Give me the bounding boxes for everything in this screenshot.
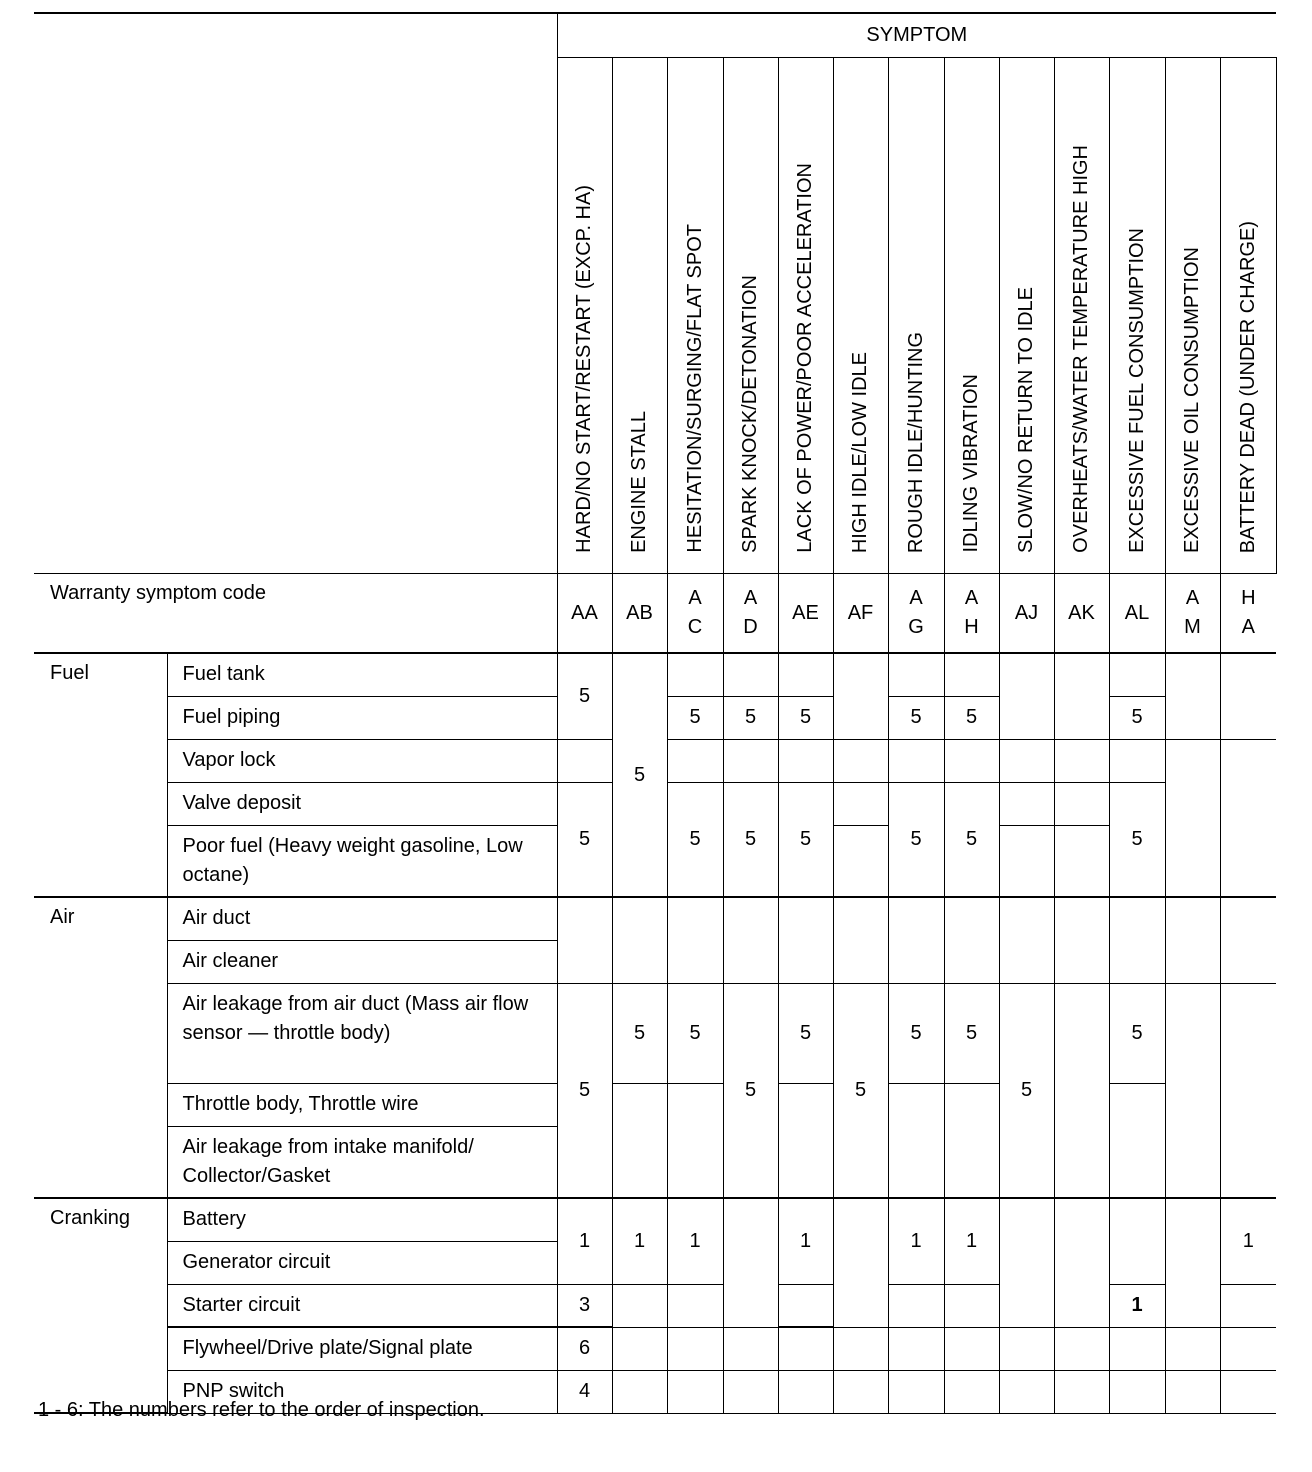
- value-cell: [1109, 1327, 1165, 1370]
- value-cell: [1165, 1370, 1220, 1413]
- symptom-col-header: SLOW/NO RETURN TO IDLE: [999, 58, 1054, 574]
- value-cell: [1054, 782, 1109, 825]
- warranty-code: AF: [833, 574, 888, 654]
- value-cell: [1220, 653, 1276, 739]
- value-cell: [778, 1327, 833, 1370]
- item-label: PNP switch: [167, 1370, 557, 1413]
- value-cell: [1220, 983, 1276, 1198]
- value-cell: [1165, 739, 1220, 897]
- value-cell: [723, 1327, 778, 1370]
- warranty-code: AE: [778, 574, 833, 654]
- value-cell: [778, 897, 833, 983]
- value-cell: [1220, 1370, 1276, 1413]
- symptom-col-header: ENGINE STALL: [612, 58, 667, 574]
- warranty-code: A H: [944, 574, 999, 654]
- item-label: Vapor lock: [167, 739, 557, 782]
- value-cell: [944, 897, 999, 983]
- value-cell: [833, 1327, 888, 1370]
- value-cell: 1: [612, 1198, 667, 1284]
- item-label: Starter circuit: [167, 1284, 557, 1327]
- value-cell: [667, 1284, 723, 1327]
- value-cell: [1109, 1370, 1165, 1413]
- value-cell: [888, 1284, 944, 1327]
- value-cell: 5: [888, 983, 944, 1083]
- value-cell: 5: [557, 653, 612, 739]
- warranty-code: AL: [1109, 574, 1165, 654]
- symptom-col-header: HIGH IDLE/LOW IDLE: [833, 58, 888, 574]
- value-cell: 5: [778, 782, 833, 897]
- value-cell: 1: [557, 1198, 612, 1284]
- table-row: [34, 1198, 1276, 1241]
- value-cell: [1054, 825, 1109, 897]
- value-cell: [1165, 1198, 1220, 1327]
- value-cell: 5: [1109, 983, 1165, 1083]
- warranty-code: H A: [1220, 574, 1276, 654]
- value-cell: [778, 1083, 833, 1198]
- value-cell: [999, 653, 1054, 739]
- value-cell: [999, 1370, 1054, 1413]
- value-cell: [1165, 983, 1220, 1198]
- value-cell: 5: [612, 983, 667, 1083]
- value-cell: [1220, 1327, 1276, 1370]
- value-cell: 5: [999, 983, 1054, 1198]
- value-cell: [1109, 653, 1165, 696]
- item-label: Air duct: [167, 897, 557, 940]
- value-cell: [1109, 897, 1165, 983]
- value-cell: [944, 1284, 999, 1327]
- value-cell: 5: [723, 696, 778, 739]
- value-cell: 5: [667, 696, 723, 739]
- warranty-code: AB: [612, 574, 667, 654]
- value-cell: 5: [888, 782, 944, 897]
- value-cell: [833, 653, 888, 739]
- value-cell: [1109, 1083, 1165, 1198]
- value-cell: [999, 825, 1054, 897]
- value-cell: [833, 1370, 888, 1413]
- item-label: Generator circuit: [167, 1241, 557, 1284]
- category-cranking: Cranking: [34, 1198, 167, 1413]
- symptom-col-header: SPARK KNOCK/DETONATION: [723, 58, 778, 574]
- value-cell: [612, 897, 667, 983]
- item-label: Poor fuel (Heavy weight gasoline, Low octane): [167, 825, 557, 897]
- value-cell: [999, 1327, 1054, 1370]
- value-cell: [944, 739, 999, 782]
- table-row: [34, 1327, 1276, 1370]
- symptom-col-header: OVERHEATS/WATER TEMPERATURE HIGH: [1054, 58, 1109, 574]
- value-cell: 5: [723, 782, 778, 897]
- value-cell: 1: [778, 1198, 833, 1284]
- value-cell: 5: [667, 782, 723, 897]
- value-cell: [999, 782, 1054, 825]
- value-cell: [612, 1370, 667, 1413]
- value-cell: [1054, 1370, 1109, 1413]
- header-corner: [34, 13, 557, 574]
- value-cell: [833, 782, 888, 825]
- value-cell: 5: [944, 782, 999, 897]
- value-cell: [1220, 1284, 1276, 1327]
- value-cell: [944, 1327, 999, 1370]
- symptom-matrix-table: [34, 12, 1277, 1414]
- value-cell: 5: [557, 983, 612, 1198]
- value-cell: [612, 1083, 667, 1198]
- value-cell: 5: [612, 653, 667, 897]
- value-cell: [888, 1370, 944, 1413]
- value-cell: [667, 739, 723, 782]
- value-cell: [723, 897, 778, 983]
- value-cell: 5: [723, 983, 778, 1198]
- value-cell: [778, 1284, 833, 1327]
- symptom-col-header: BATTERY DEAD (UNDER CHARGE): [1220, 58, 1276, 574]
- value-cell: [667, 653, 723, 696]
- value-cell: [833, 825, 888, 897]
- value-cell: 5: [1109, 782, 1165, 897]
- value-cell: [667, 897, 723, 983]
- value-cell: [833, 1198, 888, 1327]
- value-cell: [557, 897, 612, 983]
- category-air: Air: [34, 897, 167, 1198]
- value-cell: [999, 897, 1054, 983]
- footnote: 1 - 6: The numbers refer to the order of inspection.: [38, 1399, 485, 1421]
- value-cell: [888, 1083, 944, 1198]
- value-cell: [1054, 653, 1109, 739]
- warranty-code: A M: [1165, 574, 1220, 654]
- warranty-code: A G: [888, 574, 944, 654]
- value-cell: [723, 739, 778, 782]
- table-row: [34, 983, 1276, 1083]
- symptom-col-header: IDLING VIBRATION: [944, 58, 999, 574]
- value-cell: [612, 1284, 667, 1327]
- value-cell: [1054, 983, 1109, 1198]
- value-cell: [557, 739, 612, 782]
- value-cell: [723, 653, 778, 696]
- value-cell: [723, 1198, 778, 1327]
- symptom-header: SYMPTOM: [557, 13, 1276, 58]
- value-cell: [778, 739, 833, 782]
- value-cell: [1165, 1327, 1220, 1370]
- value-cell: 5: [833, 983, 888, 1198]
- warranty-code: A D: [723, 574, 778, 654]
- value-cell: [888, 1327, 944, 1370]
- value-cell: [833, 739, 888, 782]
- value-cell: [888, 653, 944, 696]
- value-cell: 1: [944, 1198, 999, 1284]
- symptom-col-header: HARD/NO START/RESTART (EXCP. HA): [557, 58, 612, 574]
- table-row: [34, 897, 1276, 940]
- symptom-col-header: EXCESSIVE FUEL CONSUMPTION: [1109, 58, 1165, 574]
- value-cell: 5: [888, 696, 944, 739]
- value-cell: 1: [888, 1198, 944, 1284]
- item-label: Battery: [167, 1198, 557, 1241]
- value-cell: 5: [778, 696, 833, 739]
- value-cell: [999, 739, 1054, 782]
- warranty-code: AA: [557, 574, 612, 654]
- value-cell: [723, 1370, 778, 1413]
- value-cell: 4: [557, 1370, 612, 1413]
- value-cell: 1: [667, 1198, 723, 1284]
- category-fuel: Fuel: [34, 653, 167, 897]
- value-cell: [944, 1370, 999, 1413]
- table-row: [34, 653, 1276, 696]
- symptom-col-header: ROUGH IDLE/HUNTING: [888, 58, 944, 574]
- symptom-col-header: LACK OF POWER/POOR ACCELERATION: [778, 58, 833, 574]
- item-label: Fuel piping: [167, 696, 557, 739]
- value-cell: 6: [557, 1327, 612, 1370]
- value-cell: [778, 653, 833, 696]
- value-cell: 5: [557, 782, 612, 897]
- symptom-col-header: EXCESSIVE OIL CONSUMPTION: [1165, 58, 1220, 574]
- value-cell: [1054, 1198, 1109, 1327]
- value-cell: 5: [944, 696, 999, 739]
- value-cell: [778, 1370, 833, 1413]
- value-cell: [612, 1327, 667, 1370]
- value-cell: [667, 1083, 723, 1198]
- value-cell: 1: [1220, 1198, 1276, 1284]
- item-label: Air leakage from air duct (Mass air flow sensor — throttle body): [167, 983, 557, 1083]
- warranty-code-row: [34, 574, 1276, 654]
- item-label: Throttle body, Throttle wire: [167, 1083, 557, 1126]
- item-label: Fuel tank: [167, 653, 557, 696]
- value-cell: [944, 1083, 999, 1198]
- value-cell: 3: [557, 1284, 612, 1327]
- value-cell: [1054, 739, 1109, 782]
- value-cell: [1054, 1327, 1109, 1370]
- symptom-col-header: HESITATION/SURGING/FLAT SPOT: [667, 58, 723, 574]
- value-cell: [1054, 897, 1109, 983]
- value-cell: 1: [1109, 1284, 1165, 1327]
- warranty-code: A C: [667, 574, 723, 654]
- value-cell: [1165, 897, 1220, 983]
- value-cell: 5: [1109, 696, 1165, 739]
- value-cell: [1109, 739, 1165, 782]
- item-label: Air leakage from intake manifold/ Collector/Gasket: [167, 1126, 557, 1198]
- value-cell: [888, 739, 944, 782]
- item-label: Air cleaner: [167, 940, 557, 983]
- value-cell: [667, 1370, 723, 1413]
- value-cell: 5: [778, 983, 833, 1083]
- value-cell: [1165, 653, 1220, 739]
- item-label: Flywheel/Drive plate/Signal plate: [167, 1327, 557, 1370]
- value-cell: [999, 1198, 1054, 1327]
- value-cell: [1220, 739, 1276, 897]
- warranty-label: Warranty symptom code: [34, 574, 557, 654]
- value-cell: [1109, 1198, 1165, 1284]
- item-label: Valve deposit: [167, 782, 557, 825]
- warranty-code: AK: [1054, 574, 1109, 654]
- value-cell: 5: [944, 983, 999, 1083]
- value-cell: [944, 653, 999, 696]
- value-cell: 5: [667, 983, 723, 1083]
- value-cell: [1220, 897, 1276, 983]
- warranty-code: AJ: [999, 574, 1054, 654]
- value-cell: [667, 1327, 723, 1370]
- value-cell: [888, 897, 944, 983]
- value-cell: [833, 897, 888, 983]
